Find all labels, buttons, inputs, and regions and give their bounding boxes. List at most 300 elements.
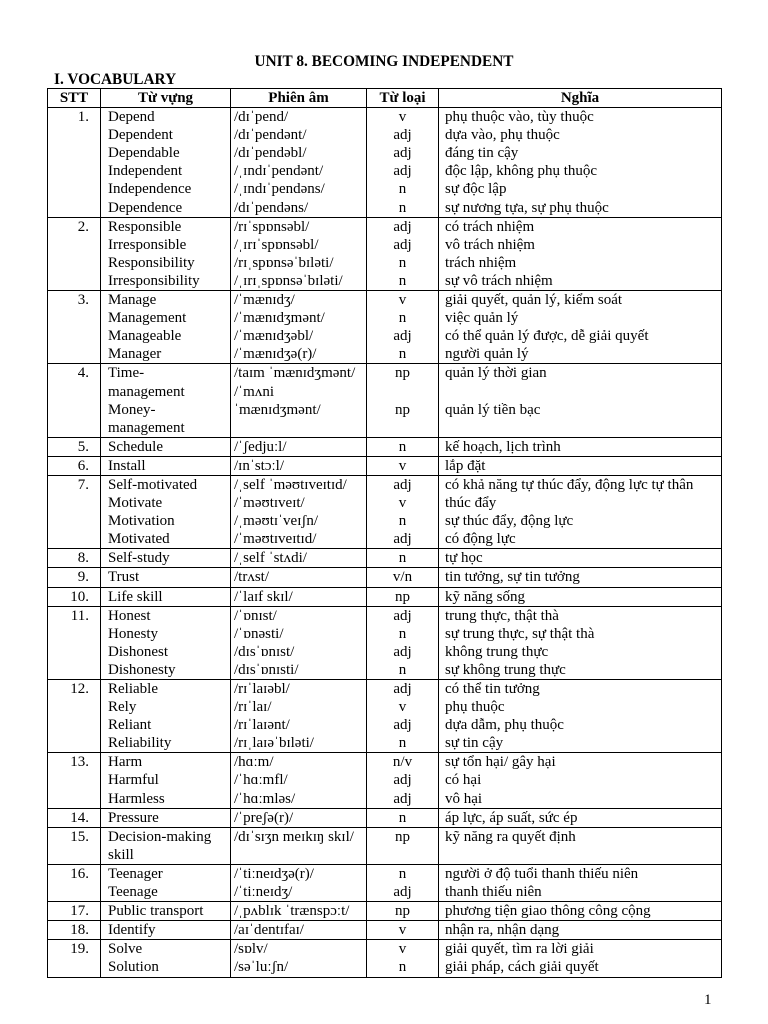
vocab-word: Harmless: [108, 790, 165, 807]
entry-number: 4.: [48, 364, 101, 437]
vocab-word: Solve: [108, 941, 143, 958]
phonetic-cell: [231, 568, 367, 587]
word-type: v: [398, 699, 407, 716]
vocab-word: Motivation: [108, 513, 175, 530]
phonetic: /ˈlaɪf skɪl/: [234, 588, 293, 605]
meaning: sự thúc đẩy, động lực: [445, 513, 574, 530]
word-type: n: [398, 513, 407, 530]
word-type: adj: [393, 772, 412, 789]
vocab-entry-group: [48, 587, 722, 606]
meaning: việc quản lý: [445, 310, 519, 327]
vocab-word: Independent: [108, 163, 183, 180]
vocab-entry-group: [48, 364, 722, 437]
word-type-cell: [367, 864, 439, 901]
phonetic: /ˌpʌblɪk ˈtrænspɔːt/: [234, 903, 350, 920]
vocab-word: Management: [108, 310, 187, 327]
word-type: n: [398, 661, 407, 678]
word-type: n: [398, 254, 407, 271]
entry-number: 16.: [48, 864, 101, 901]
vocab-word-cell: [101, 291, 231, 364]
vocab-word: Money-: [108, 401, 156, 418]
phonetic: /ˌɪrɪˌspɒnsəˈbɪləti/: [234, 272, 343, 289]
vocab-word-cell: [101, 437, 231, 456]
word-type: n: [398, 959, 407, 976]
meaning: phương tiện giao thông công cộng: [445, 903, 651, 920]
entry-number: 6.: [48, 456, 101, 475]
vocab-word: management: [108, 383, 185, 400]
vocab-word: Motivate: [108, 495, 163, 512]
vocab-word: Decision-making: [108, 828, 212, 845]
word-type-cell: [367, 921, 439, 940]
section-heading: I. VOCABULARY: [54, 71, 177, 88]
phonetic-cell: [231, 549, 367, 568]
word-type: np: [395, 828, 410, 845]
entry-number: 8.: [48, 549, 101, 568]
word-type: adj: [393, 681, 412, 697]
page-number: 1: [704, 992, 712, 1008]
word-type: adj: [393, 218, 412, 235]
entry-number: 9.: [48, 568, 101, 587]
phonetic: /ˈpreʃə(r)/: [234, 809, 294, 826]
phonetic: /ɪnˈstɔːl/: [234, 457, 284, 474]
word-type: v: [398, 457, 407, 474]
vocab-word: Irresponsibility: [108, 272, 200, 289]
vocab-word: Life skill: [108, 588, 163, 605]
word-type-cell: [367, 475, 439, 548]
phonetic: /səˈluːʃn/: [234, 959, 289, 976]
phonetic-cell: [231, 456, 367, 475]
meaning: người ở độ tuổi thanh thiếu niên: [445, 865, 639, 882]
phonetic: /rɪˈlaɪ/: [234, 699, 272, 716]
meaning: quản lý thời gian: [445, 365, 547, 382]
phonetic: /dɪˈsɪʒn meɪkɪŋ skɪl/: [234, 828, 354, 845]
vocab-entry-group: [48, 680, 722, 753]
meaning-cell: [439, 680, 722, 753]
phonetic: /ˌɪrɪˈspɒnsəbl/: [234, 236, 319, 253]
meaning-cell: [439, 437, 722, 456]
phonetic-cell: [231, 808, 367, 827]
vocab-word: Teenager: [108, 865, 163, 882]
word-type: adj: [393, 643, 412, 660]
word-type: v: [398, 292, 407, 309]
vocab-word-cell: [101, 902, 231, 921]
vocab-entry-group: [48, 827, 722, 864]
meaning-cell: [439, 456, 722, 475]
meaning: quản lý tiền bạc: [445, 401, 541, 418]
word-type-cell: [367, 808, 439, 827]
meaning: có trách nhiệm: [445, 218, 535, 235]
entry-number: 14.: [48, 808, 101, 827]
meaning: không trung thực: [445, 643, 549, 660]
blank-line: [234, 419, 366, 437]
word-type: adj: [393, 884, 412, 901]
meaning: phụ thuộc vào, tùy thuộc: [445, 109, 594, 126]
meaning-cell: [439, 364, 722, 437]
word-type-cell: [367, 587, 439, 606]
blank-line: [367, 383, 438, 401]
phonetic: /ˈʃedjuːl/: [234, 438, 287, 455]
meaning: sự trung thực, sự thật thà: [445, 625, 595, 642]
vocab-word-cell: [101, 940, 231, 977]
word-type: v: [398, 495, 407, 512]
meaning: có thể quản lý được, dễ giải quyết: [445, 328, 649, 345]
vocab-word: Self-motivated: [108, 476, 198, 493]
vocab-word: Reliability: [108, 735, 172, 752]
vocab-word: Manage: [108, 292, 157, 309]
vocab-word: Responsibility: [108, 254, 195, 271]
meaning: giải pháp, cách giải quyết: [445, 959, 599, 976]
meaning: đáng tin cậy: [445, 145, 519, 162]
vocab-entry-group: [48, 568, 722, 587]
word-type: adj: [393, 145, 412, 162]
vocab-word: Solution: [108, 959, 159, 976]
vocab-word-cell: [101, 475, 231, 548]
vocab-entry-group: [48, 606, 722, 679]
word-type: adj: [393, 717, 412, 734]
phonetic-cell: [231, 587, 367, 606]
vocab-word-cell: [101, 456, 231, 475]
word-type-cell: [367, 456, 439, 475]
meaning-cell: [439, 587, 722, 606]
word-type-cell: [367, 753, 439, 808]
vocab-entry-group: [48, 753, 722, 808]
phonetic: /rɪˈlaɪəbl/: [234, 681, 290, 697]
vocab-word-cell: [101, 606, 231, 679]
phonetic-cell: [231, 108, 367, 218]
meaning: kỹ năng ra quyết định: [445, 828, 576, 845]
meaning: kế hoạch, lịch trình: [445, 438, 561, 455]
meaning: vô hại: [445, 790, 483, 807]
table-body: [48, 108, 722, 977]
phonetic: /ˌɪndɪˈpendənt/: [234, 163, 324, 180]
meaning: sự vô trách nhiệm: [445, 272, 553, 289]
vocab-entry-group: [48, 902, 722, 921]
header-row: [48, 89, 722, 108]
word-type: n: [398, 310, 407, 327]
vocab-word: Harm: [108, 754, 143, 771]
word-type-cell: [367, 437, 439, 456]
meaning: nhận ra, nhận dạng: [445, 922, 560, 939]
word-type-cell: [367, 291, 439, 364]
word-type: adj: [393, 531, 412, 548]
entry-number: 13.: [48, 753, 101, 808]
vocab-word: Dishonest: [108, 643, 168, 660]
meaning: sự nương tựa, sự phụ thuộc: [445, 199, 609, 216]
meaning: thúc đẩy: [445, 495, 497, 512]
vocab-word-cell: [101, 921, 231, 940]
phonetic-cell: [231, 940, 367, 977]
meaning: người quản lý: [445, 346, 529, 363]
word-type: np: [395, 365, 410, 382]
meaning-cell: [439, 549, 722, 568]
word-type-cell: [367, 940, 439, 977]
vocab-word: Independence: [108, 181, 192, 198]
meaning: có hại: [445, 772, 482, 789]
word-type: n: [398, 272, 407, 289]
phonetic: /dɪsˈɒnɪst/: [234, 643, 295, 660]
header-word: Từ vựng: [101, 89, 231, 108]
phonetic: /ˈmænɪdʒmənt/: [234, 310, 325, 327]
meaning: trách nhiệm: [445, 254, 517, 271]
meaning: có thể tin tưởng: [445, 681, 540, 697]
phonetic: /ˌməʊtɪˈveɪʃn/: [234, 513, 319, 530]
word-type-cell: [367, 827, 439, 864]
entry-number: 1.: [48, 108, 101, 218]
vocab-entry-group: [48, 217, 722, 290]
vocab-word: Time-: [108, 365, 145, 382]
vocab-word: Honesty: [108, 625, 158, 642]
phonetic: /ˌself ˈstʌdi/: [234, 550, 307, 567]
vocab-word: Dependable: [108, 145, 180, 162]
vocab-word-cell: [101, 587, 231, 606]
meaning-cell: [439, 568, 722, 587]
meaning: giải quyết, tìm ra lời giải: [445, 941, 594, 958]
entry-number: 12.: [48, 680, 101, 753]
phonetic: /ˈhɑːmləs/: [234, 790, 296, 807]
vocab-word: Dependence: [108, 199, 183, 216]
entry-number: 17.: [48, 902, 101, 921]
meaning-cell: [439, 606, 722, 679]
meaning: có động lực: [445, 531, 516, 548]
word-type: n: [398, 865, 407, 882]
vocab-word-cell: [101, 108, 231, 218]
entry-number: 2.: [48, 217, 101, 290]
word-type-cell: [367, 680, 439, 753]
meaning-cell: [439, 808, 722, 827]
entry-number: 11.: [48, 606, 101, 679]
meaning-cell: [439, 902, 722, 921]
word-type-cell: [367, 364, 439, 437]
meaning: vô trách nhiệm: [445, 236, 535, 253]
vocab-word-cell: [101, 680, 231, 753]
blank-line: [445, 419, 721, 437]
word-type: np: [395, 401, 410, 418]
vocab-entry-group: [48, 864, 722, 901]
vocab-word: Depend: [108, 109, 155, 126]
phonetic: /hɑːm/: [234, 754, 274, 771]
vocab-word: Irresponsible: [108, 236, 187, 253]
meaning-cell: [439, 921, 722, 940]
phonetic: /rɪˌlaɪəˈbɪləti/: [234, 735, 314, 752]
phonetic-cell: [231, 753, 367, 808]
phonetic-cell: [231, 606, 367, 679]
header-word-type: Từ loại: [367, 89, 439, 108]
entry-number: 19.: [48, 940, 101, 977]
vocab-entry-group: [48, 291, 722, 364]
phonetic-cell: [231, 827, 367, 864]
word-type-cell: [367, 902, 439, 921]
word-type-cell: [367, 606, 439, 679]
meaning-cell: [439, 864, 722, 901]
meaning-cell: [439, 217, 722, 290]
entry-number: 5.: [48, 437, 101, 456]
word-type: n: [398, 346, 407, 363]
vocab-entry-group: [48, 940, 722, 977]
phonetic: /aɪˈdentɪfaɪ/: [234, 922, 304, 939]
vocab-word: Honest: [108, 607, 151, 624]
phonetic: /ˈməʊtɪveɪtɪd/: [234, 531, 317, 548]
phonetic-cell: [231, 364, 367, 437]
meaning: sự độc lập: [445, 181, 507, 198]
word-type: adj: [393, 328, 412, 345]
word-type: n: [398, 181, 407, 198]
phonetic: /dɪˈpendəbl/: [234, 145, 307, 162]
blank-line: [367, 419, 438, 437]
phonetic: /ˌself ˈməʊtɪveɪtɪd/: [234, 476, 347, 493]
vocabulary-table: [47, 88, 722, 978]
vocab-word: Teenage: [108, 884, 158, 901]
phonetic-cell: [231, 437, 367, 456]
word-type: v: [398, 109, 407, 126]
meaning: tự học: [445, 550, 483, 567]
phonetic-cell: [231, 902, 367, 921]
vocab-word: Self-study: [108, 550, 170, 567]
blank-line: [234, 846, 366, 864]
entry-number: 18.: [48, 921, 101, 940]
meaning: sự tổn hại/ gây hại: [445, 754, 556, 771]
phonetic: /ˈməʊtɪveɪt/: [234, 495, 305, 512]
vocab-entry-group: [48, 549, 722, 568]
word-type-cell: [367, 549, 439, 568]
vocab-word: Identify: [108, 922, 156, 939]
meaning: kỹ năng sống: [445, 588, 525, 605]
vocab-word: Trust: [108, 569, 140, 586]
meaning: độc lập, không phụ thuộc: [445, 163, 598, 180]
meaning: giải quyết, quản lý, kiểm soát: [445, 292, 623, 309]
meaning: tin tưởng, sự tin tưởng: [445, 569, 580, 586]
phonetic: /ˈhɑːmfl/: [234, 772, 288, 789]
phonetic-cell: [231, 921, 367, 940]
vocab-word: Manager: [108, 346, 162, 363]
phonetic: /taɪm ˈmænɪdʒmənt/: [234, 365, 356, 382]
vocab-word: skill: [108, 846, 134, 863]
word-type: adj: [393, 163, 412, 180]
meaning: sự không trung thực: [445, 661, 566, 678]
entry-number: 10.: [48, 587, 101, 606]
vocab-word: Reliable: [108, 681, 158, 697]
word-type-cell: [367, 108, 439, 218]
phonetic: /ˈtiːneɪdʒə(r)/: [234, 865, 314, 882]
vocab-word-cell: [101, 364, 231, 437]
vocab-entry-group: [48, 921, 722, 940]
vocab-word: Responsible: [108, 218, 182, 235]
meaning: phụ thuộc: [445, 699, 505, 716]
meaning: có khả năng tự thúc đẩy, động lực tự thân: [445, 476, 694, 493]
entry-number: 7.: [48, 475, 101, 548]
phonetic-cell: [231, 680, 367, 753]
vocab-entry-group: [48, 456, 722, 475]
word-type: adj: [393, 236, 412, 253]
vocab-word: Pressure: [108, 809, 159, 826]
vocab-entry-group: [48, 437, 722, 456]
phonetic: /ˈɒnəsti/: [234, 625, 284, 642]
word-type: v: [398, 941, 407, 958]
vocab-word-cell: [101, 549, 231, 568]
unit-title: UNIT 8. BECOMING INDEPENDENT: [254, 53, 514, 70]
word-type: adj: [393, 607, 412, 624]
phonetic: /trʌst/: [234, 569, 270, 586]
vocab-word: Dishonesty: [108, 661, 176, 678]
word-type: v: [398, 922, 407, 939]
header-meaning: Nghĩa: [439, 89, 722, 108]
vocab-word: Harmful: [108, 772, 159, 789]
entry-number: 3.: [48, 291, 101, 364]
word-type: n: [398, 625, 407, 642]
phonetic: /ˈtiːneɪdʒ/: [234, 884, 293, 901]
blank-line: [367, 846, 438, 864]
vocab-word: Install: [108, 457, 146, 474]
word-type: n: [398, 438, 407, 455]
phonetic: /dɪˈpendəns/: [234, 199, 309, 216]
vocab-word-cell: [101, 217, 231, 290]
meaning-cell: [439, 753, 722, 808]
phonetic-cell: [231, 475, 367, 548]
entry-number: 15.: [48, 827, 101, 864]
phonetic: /ˌɪndɪˈpendəns/: [234, 181, 325, 198]
phonetic: /ˈmænɪdʒ/: [234, 292, 295, 309]
phonetic: /sɒlv/: [234, 941, 268, 958]
word-type: n: [398, 735, 407, 752]
word-type-cell: [367, 568, 439, 587]
meaning-cell: [439, 475, 722, 548]
meaning: dựa vào, phụ thuộc: [445, 127, 560, 144]
meaning-cell: [439, 291, 722, 364]
word-type: adj: [393, 790, 412, 807]
phonetic: /rɪˈlaɪənt/: [234, 717, 290, 734]
phonetic: /ˈmænɪdʒə(r)/: [234, 346, 317, 363]
phonetic: /ˈɒnɪst/: [234, 607, 277, 624]
blank-line: [445, 846, 721, 864]
word-type: np: [395, 588, 410, 605]
meaning: sự tin cậy: [445, 735, 504, 752]
table-header: [48, 89, 722, 108]
phonetic: ˈmænɪdʒmənt/: [234, 401, 321, 418]
phonetic: /dɪˈpendənt/: [234, 127, 307, 144]
phonetic: /dɪˈpend/: [234, 109, 289, 126]
vocab-word-cell: [101, 808, 231, 827]
word-type: adj: [393, 476, 412, 493]
blank-line: [445, 383, 721, 401]
meaning: trung thực, thật thà: [445, 607, 559, 624]
word-type-cell: [367, 217, 439, 290]
word-type: np: [395, 903, 410, 920]
meaning: lắp đặt: [445, 457, 486, 474]
vocab-entry-group: [48, 475, 722, 548]
vocab-word: Manageable: [108, 328, 182, 345]
phonetic: /dɪsˈɒnɪsti/: [234, 661, 299, 678]
word-type: n: [398, 809, 407, 826]
phonetic: /rɪˌspɒnsəˈbɪləti/: [234, 254, 334, 271]
vocab-word: Schedule: [108, 438, 163, 455]
header-phonetic: Phiên âm: [231, 89, 367, 108]
meaning-cell: [439, 827, 722, 864]
vocab-entry-group: [48, 808, 722, 827]
vocab-word-cell: [101, 568, 231, 587]
word-type: n: [398, 199, 407, 216]
vocab-word: Dependent: [108, 127, 173, 144]
meaning: dựa dẫm, phụ thuộc: [445, 717, 564, 734]
meaning: thanh thiếu niên: [445, 884, 542, 901]
vocab-word: Public transport: [108, 903, 204, 920]
phonetic-cell: [231, 864, 367, 901]
vocab-word: Reliant: [108, 717, 152, 734]
vocab-word: management: [108, 419, 185, 436]
meaning-cell: [439, 940, 722, 977]
phonetic-cell: [231, 291, 367, 364]
vocab-word: Rely: [108, 699, 137, 716]
word-type: adj: [393, 127, 412, 144]
word-type: n: [398, 550, 407, 567]
